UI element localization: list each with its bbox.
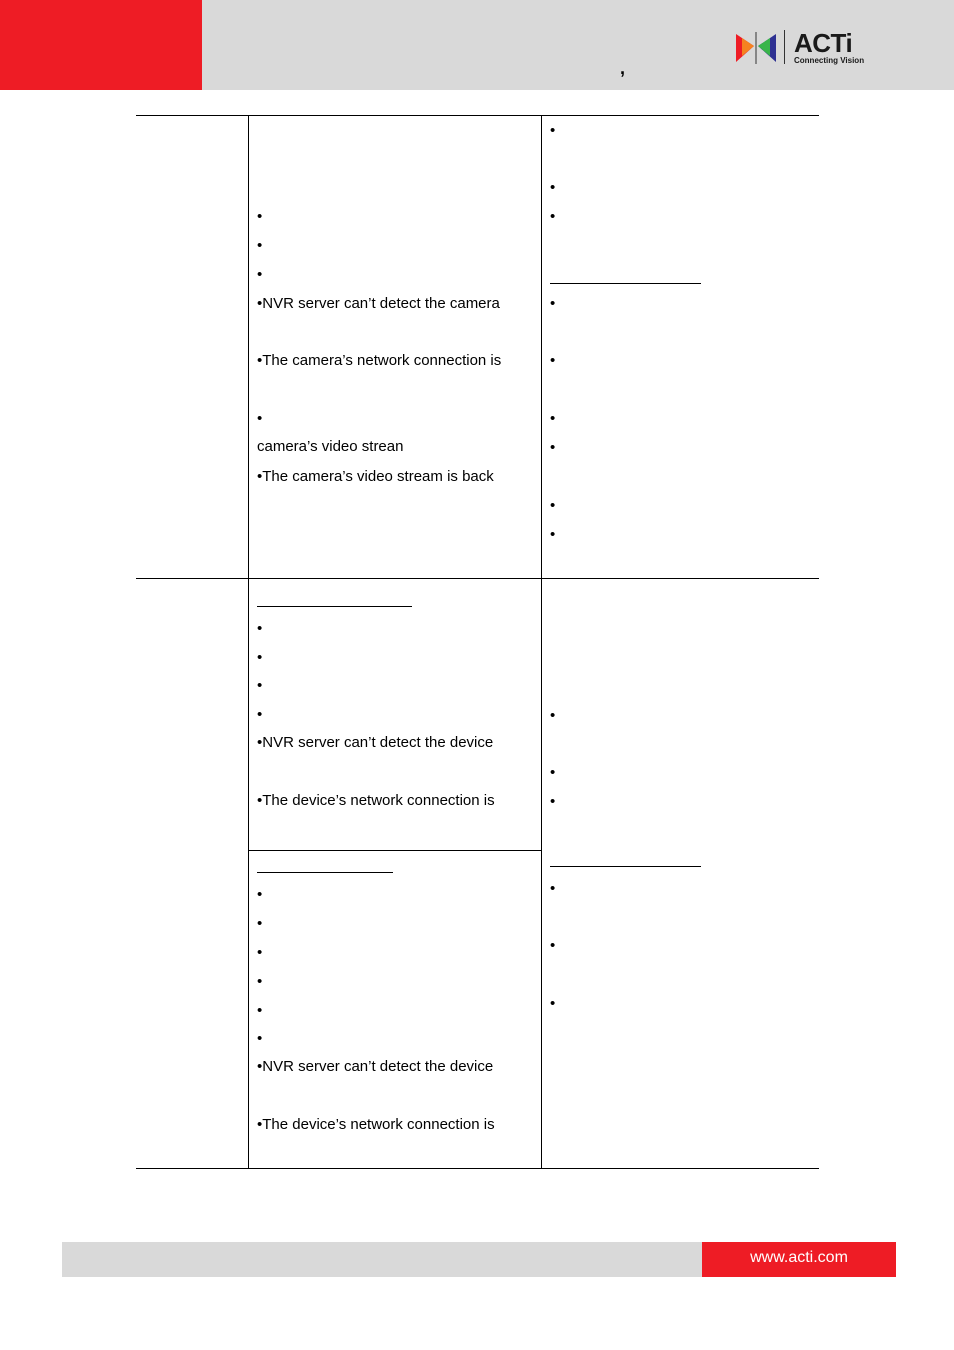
header-comma: ,	[620, 58, 626, 78]
bullet	[550, 526, 555, 544]
bullet	[550, 439, 555, 457]
bullet	[257, 410, 262, 428]
bullet	[257, 944, 262, 962]
list-item: • The device’s network connection is	[257, 1116, 495, 1134]
underline-heading	[550, 283, 701, 284]
bullet	[550, 179, 555, 197]
bullet	[257, 237, 262, 255]
bullet	[257, 620, 262, 638]
logo-separator	[784, 30, 785, 64]
column-divider-left	[248, 115, 249, 1169]
cell-divider	[248, 850, 541, 851]
table-top-border	[136, 115, 819, 116]
column-divider-right	[541, 115, 542, 1169]
list-item-text: camera’s video strean	[257, 438, 404, 455]
list-item: • NVR server can’t detect the device	[257, 734, 493, 752]
list-item: • NVR server can’t detect the device	[257, 1058, 493, 1076]
list-item: • The device’s network connection is	[257, 792, 495, 810]
bullet	[550, 764, 555, 782]
bullet	[257, 649, 262, 667]
bullet	[550, 295, 555, 313]
bullet	[257, 266, 262, 284]
bullet	[257, 208, 262, 226]
bullet	[550, 937, 555, 955]
table-bottom-border	[136, 1168, 819, 1169]
bullet	[550, 208, 555, 226]
bullet	[550, 410, 555, 428]
brand-tagline: Connecting Vision	[794, 56, 865, 65]
brand-name: ACTi	[794, 28, 853, 58]
bullet	[257, 1030, 262, 1048]
bullet	[550, 880, 555, 898]
bullet	[550, 352, 555, 370]
list-item: • NVR server can’t detect the camera	[257, 295, 500, 313]
bullet	[257, 1002, 262, 1020]
footer-url[interactable]: www.acti.com	[750, 1249, 848, 1266]
bullet	[550, 995, 555, 1013]
bullet	[257, 886, 262, 904]
underline-heading	[257, 872, 393, 873]
butterfly-logo-icon	[734, 30, 778, 66]
list-item: • The camera’s video stream is back	[257, 468, 494, 486]
bullet	[257, 706, 262, 724]
bullet	[550, 497, 555, 515]
bullet	[257, 915, 262, 933]
underline-heading	[550, 866, 701, 867]
acti-logo	[734, 28, 874, 72]
list-item: • The camera’s network connection is	[257, 352, 501, 370]
bullet	[550, 707, 555, 725]
header-red-block	[0, 0, 202, 90]
row-divider	[136, 578, 819, 579]
footer-gray-bar	[62, 1242, 702, 1277]
bullet	[550, 793, 555, 811]
bullet	[550, 122, 555, 140]
bullet	[257, 677, 262, 695]
underline-heading	[257, 606, 412, 607]
bullet	[257, 973, 262, 991]
